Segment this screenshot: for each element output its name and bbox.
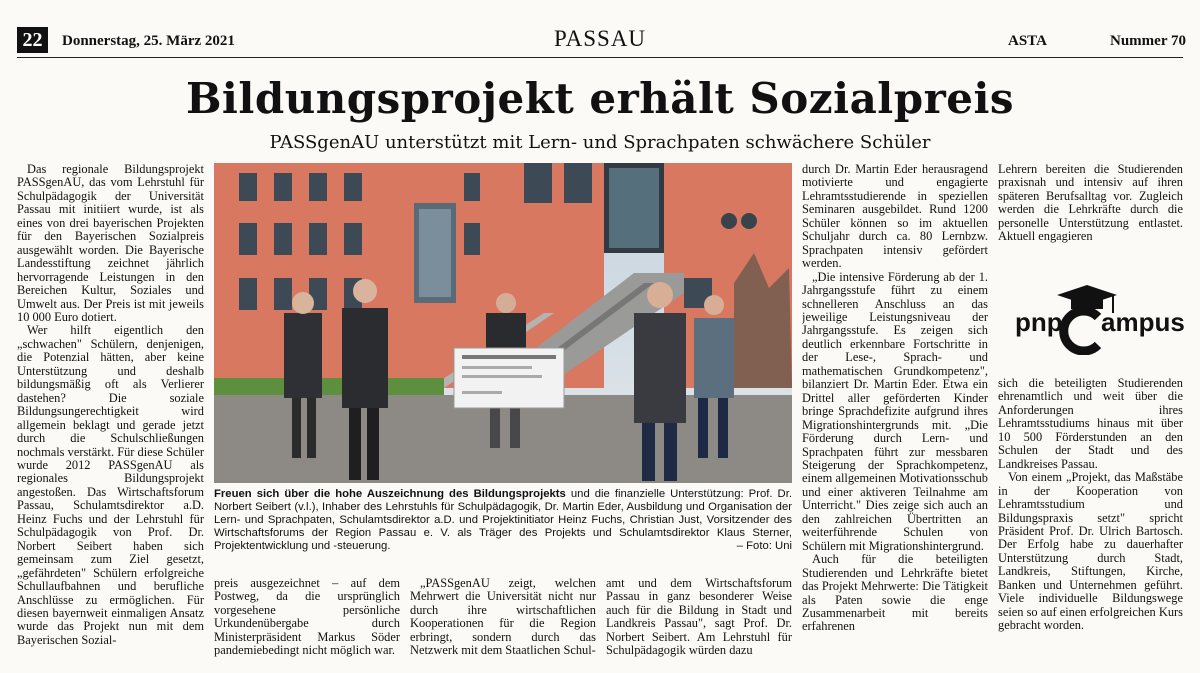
oversized-check-icon (454, 348, 564, 408)
paragraph: Wer hilft eigentlich den „schwachen" Schülern, denjenigen, die Potenzial hätten, aber keine Unterstützung und deshalb bildungsmäßig oft als Verlierer dastehen? Die soziale Bildungsungerechtigkeit wird allgemein beklagt und gerade jetzt durch die Schulschließungen nochmals verstärkt. Für diese Schüler wurde 2012 PASSgenAU als regionales Bildungsprojekt angestoßen. Das Wirtschaftsforum Passau, Schulamtsdirektor a.D. Heinz Fuchs und der Lehrstuhl für Schulpädagogik von Prof. Dr. Norbert Seibert haben sich gemeinsam zum Ziel gesetzt, „gefährdeten" Schülern erfolgreiche Schullaufbahnen und berufliche Anschlüsse zu ermöglichen. Für diesen bayernweit einmaligen Ansatz wurde das Projekt nun mit dem Bayerischen Sozial- (17, 323, 204, 647)
edition-name: ASTA (1008, 33, 1047, 49)
logo-text-left: pnp (1015, 307, 1063, 337)
article-column-6-top (998, 163, 1183, 283)
paragraph: preis ausgezeichnet – auf dem Postweg, da die ursprünglich vorgesehene persönliche Urkundenübergabe durch Ministerpräsident Markus Söder pandemiebedingt nicht möglich war. (214, 577, 400, 658)
article-column-6-bottom (998, 377, 1183, 669)
page-number: 22 (17, 27, 48, 53)
caption-text: und die finanzielle Unterstützung: Prof. Dr. Norbert Seibert (v.l.), Inhaber des Lehrstuhls für Schulpädagogik, Dr. Martin Eder, Ausbildung und Organisation der Lern- und Sprachpaten, Schulamtsdirektor a.D. und Projektinitiator Heinz Fuchs, Christian Just, Vorsitzender des Wirtschaftsforums der Region Passau e. V. als Träger des Projekts und Schulamtsdirektor Klaus Sterner, Projektentwicklung und -steuerung. (214, 488, 792, 552)
article-photo (214, 163, 792, 483)
caption-lead: Freuen sich über die hohe Auszeichnung des Bildungsprojekts (214, 488, 566, 500)
paragraph: amt und dem Wirtschaftsforum Passau in ganz besonderer Weise auch für die Bildung in Stadt und Landkreis Passau", sagt Prof. Dr. Norbert Seibert. Am Lehrstuhl für Schulpädagogik würden dazu (606, 577, 792, 658)
header-rule (17, 57, 1183, 58)
article-column-4 (606, 577, 792, 669)
paragraph: Lehrern bereiten die Studierenden praxisnah und intensiv auf ihren späteren Berufsalltag vor. Zugleich werden die Lehrkräfte durch die personelle Unterstützung entlastet. Aktuell engagieren (998, 163, 1183, 244)
paragraph: Das regionale Bildungsprojekt PASSgenAU, das vom Lehrstuhl für Schulpädagogik der Universität Passau mit initiiert wurde, ist als eines von drei bayerischen Projekten für den Bayerischen Sozialpreis ausgewählt worden. Die Bayerische Landesstiftung zeichnet jährlich hervorragende Leistungen in den Bereichen Kultur, Soziales und Umwelt aus. Der Preis ist mit jeweils 10 000 Euro dotiert. (17, 163, 204, 324)
paragraph: „PASSgenAU zeigt, welchen Mehrwert die Universität nicht nur durch ihre wirtschaftlichen Kooperationen für die Region erbringt, sondern durch das Netzwerk mit dem Staatlichen Schul- (410, 577, 596, 658)
issue-number: Nummer 70 (1110, 33, 1186, 49)
article-column-5 (802, 163, 988, 668)
logo-text-right: ampus (1101, 307, 1185, 337)
paragraph: „Die intensive Förderung ab der 1. Jahrgangsstufe führt zu einem schnelleren Anschluss an das jeweilige Leistungsniveau der Jahrgangsstufe. Es zeigen sich deutlich erkennbare Fortschritte in der Lese-, Sprach- und mathematischen Grundkompetenz", bilanziert Dr. Martin Eder. Etwa ein Drittel aller geförderten Kinder bringe Sprachdefizite aufgrund ihres Migrationshintergrunds mit. „Die Förderung durch Lern- und Sprachpaten führt zur messbaren Steigerung der Sprachkompetenz, einem allgemeinen Motivationsschub und einer aktiveren Teilnahme am Unterricht." Dies zeige sich auch an den zahlreichen Übertritten an weiterführende Schulen von Schülern mit Migrationshintergrund. (802, 269, 988, 553)
issue-date: Donnerstag, 25. März 2021 (62, 33, 235, 49)
headline: Bildungsprojekt erhält Sozialpreis (185, 74, 1015, 123)
pnp-campus-logo (1015, 283, 1185, 355)
article-column-2 (214, 577, 400, 669)
paragraph: sich die beteiligten Studierenden ehrenamtlich und weit über die Anforderungen ihres Lehramtsstudiums hinaus mit über 10 500 Förderstunden an den Schulen der Stadt und des Landkreises Passau. (998, 377, 1183, 471)
paragraph: durch Dr. Martin Eder herausragend motivierte und engagierte Lehramtsstudierende in speziellen Seminaren ausgebildet. Rund 1200 Schüler können so im aktuellen Schuljahr durch ca. 80 Lernbzw. Sprachpaten intensiv gefördert werden. (802, 163, 988, 271)
article-column-1 (17, 163, 204, 668)
article-column-3 (410, 577, 596, 669)
section-title: PASSAU (553, 26, 647, 51)
subheadline: PASSgenAU unterstützt mit Lern- und Sprachpaten schwächere Schüler (269, 132, 931, 153)
paragraph: Auch für die beteiligten Studierenden und Lehrkräfte bietet das Projekt Mehrwerte: Die Tätigkeit als Paten sowie die enge Zusammenarbeit mit bereits erfahrenen (802, 552, 988, 634)
photo-caption (214, 488, 792, 553)
photo-credit: – Foto: Uni (736, 540, 792, 552)
paragraph: Von einem „Projekt, das Maßstäbe in der Kooperation von Lehramtsstudium und Bildungspraxis setzt" spricht Präsident Prof. Dr. Ulrich Bartosch. Der Erfolg habe zu dauerhafter Unterstützung durch Stadt, Landkreis, Stiftungen, Kirche, Banken und Unternehmen geführt. Viele individuelle Bildungswege seien so auf einen erfolgreichen Kurs gebracht worden. (998, 470, 1183, 633)
